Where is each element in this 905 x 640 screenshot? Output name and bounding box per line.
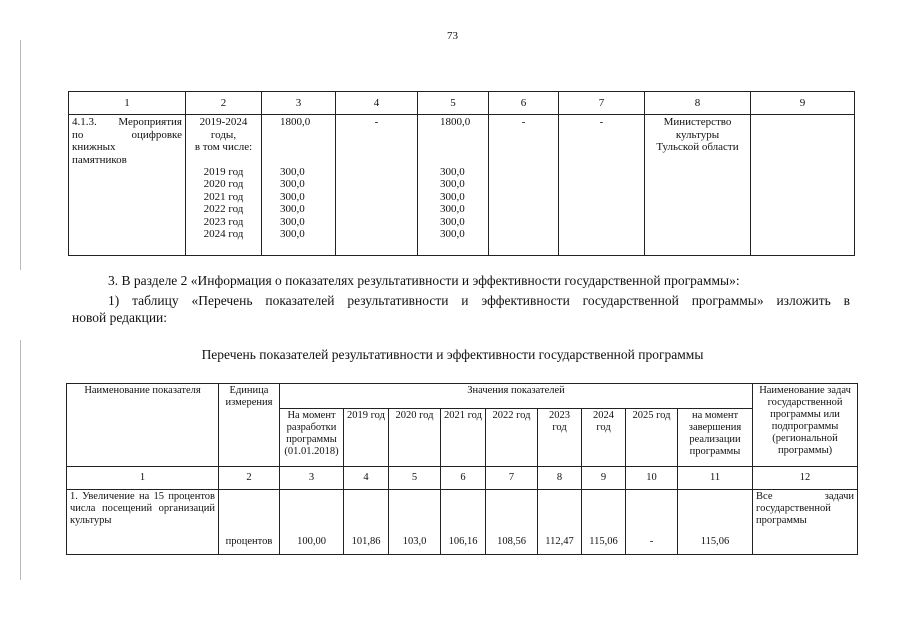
table-header-row <box>67 384 858 409</box>
header-unit: Единица измерения <box>219 384 280 467</box>
year-label: 2021 год <box>203 190 244 203</box>
margin-mark <box>20 40 21 270</box>
subheader-year: 2023 год <box>538 409 582 467</box>
column-number: 3 <box>280 467 344 490</box>
funding-value: 300,0 <box>440 178 465 190</box>
subheader-year: 2021 год <box>441 409 486 467</box>
funding-value: 300,0 <box>440 190 465 203</box>
funding-total: 1800,0 <box>280 116 311 128</box>
column-number: 4 <box>344 467 389 490</box>
column-number: 10 <box>626 467 678 490</box>
table-row <box>67 490 858 555</box>
paragraph-line: 1) таблицу «Перечень показателей результативности и эффективности государственной программы» изложить в <box>108 293 850 308</box>
activity-name-line: 4.1.3. Мероприятия <box>72 116 182 128</box>
subheader-completion: на момент завершения реализации программы <box>678 409 753 467</box>
table-title: Перечень показателей результативности и эффективности государственной программы <box>201 347 704 362</box>
column-number: 2 <box>219 467 280 490</box>
executor-line: Тульской области <box>656 141 739 153</box>
year-label: 2023 год <box>203 215 244 228</box>
column-number-row <box>67 467 858 490</box>
year-label: 2020 год <box>203 178 244 190</box>
subheader-baseline: На момент разработки программы (01.01.2018) <box>280 409 344 467</box>
col6-cell: - <box>489 115 559 256</box>
funding-value: 300,0 <box>280 215 305 228</box>
value-cell: - <box>626 490 678 555</box>
subheader-year: 2019 год <box>344 409 389 467</box>
column-number: 8 <box>538 467 582 490</box>
column-number: 2 <box>186 92 262 115</box>
column-number: 8 <box>645 92 751 115</box>
funding-value: 300,0 <box>280 190 305 203</box>
column-number: 5 <box>389 467 441 490</box>
value-cell: 108,56 <box>486 490 538 555</box>
page-number: 73 <box>447 30 458 42</box>
column-number: 11 <box>678 467 753 490</box>
column-number: 9 <box>582 467 626 490</box>
year-label: 2019 год <box>203 165 244 178</box>
activity-name-line: по оцифровке <box>72 128 182 141</box>
header-values: Значения показателей <box>280 384 753 409</box>
value-cell: 103,0 <box>389 490 441 555</box>
activity-name-line: памятников <box>72 153 127 166</box>
col4-cell: - <box>336 115 418 256</box>
funding-value: 300,0 <box>440 165 465 178</box>
table-header-row <box>69 92 855 115</box>
unit-cell: процентов <box>219 490 280 555</box>
executor-cell <box>645 115 751 256</box>
col9-cell <box>751 115 855 256</box>
funding-value: 300,0 <box>440 215 465 228</box>
subheader-year: 2022 год <box>486 409 538 467</box>
column-number: 6 <box>441 467 486 490</box>
funding-total: 1800,0 <box>440 116 471 128</box>
year-label: 2024 год <box>203 228 244 240</box>
col5-funding-cell <box>418 115 489 256</box>
paragraph-section-2: 3. В разделе 2 «Информация о показателях результативности и эффективности государственной программы»: <box>108 273 740 288</box>
margin-mark <box>20 340 21 580</box>
total-funding-cell <box>262 115 336 256</box>
activity-name-line: книжных <box>72 141 116 153</box>
value-cell: 115,06 <box>582 490 626 555</box>
value-cell: 101,86 <box>344 490 389 555</box>
activities-table <box>68 91 855 256</box>
paragraph-table-replace <box>72 292 850 326</box>
indicators-table <box>66 383 858 555</box>
column-number: 12 <box>753 467 858 490</box>
period-line: в том числе: <box>194 141 253 153</box>
column-number: 9 <box>751 92 855 115</box>
funding-value: 300,0 <box>280 203 305 215</box>
subheader-year: 2025 год <box>626 409 678 467</box>
column-number: 4 <box>336 92 418 115</box>
col7-cell: - <box>559 115 645 256</box>
indicator-name-cell: 1. Увеличение на 15 процентов числа посещений организаций культуры <box>67 490 219 555</box>
column-number: 7 <box>559 92 645 115</box>
tasks-cell: Все задачи государственной программы <box>753 490 858 555</box>
executor-line: Министерство <box>663 116 732 128</box>
period-cell <box>186 115 262 256</box>
funding-value: 300,0 <box>440 203 465 215</box>
period-line: 2019-2024 <box>199 116 248 128</box>
column-number: 1 <box>67 467 219 490</box>
header-tasks: Наименование задач государственной программы или подпрограммы (региональной программы) <box>753 384 858 467</box>
paragraph-line: новой редакции: <box>72 310 168 325</box>
column-number: 5 <box>418 92 489 115</box>
funding-value: 300,0 <box>440 228 465 240</box>
column-number: 3 <box>262 92 336 115</box>
year-label: 2022 год <box>203 203 244 215</box>
value-cell: 106,16 <box>441 490 486 555</box>
value-cell: 112,47 <box>538 490 582 555</box>
column-number: 7 <box>486 467 538 490</box>
column-number: 6 <box>489 92 559 115</box>
subheader-year: 2020 год <box>389 409 441 467</box>
value-cell: 115,06 <box>678 490 753 555</box>
column-number: 1 <box>69 92 186 115</box>
period-line: годы, <box>210 128 237 141</box>
funding-value: 300,0 <box>280 178 305 190</box>
header-indicator-name: Наименование показателя <box>67 384 219 467</box>
funding-value: 300,0 <box>280 228 305 240</box>
executor-line: культуры <box>675 128 720 141</box>
value-cell: 100,00 <box>280 490 344 555</box>
subheader-year: 2024 год <box>582 409 626 467</box>
funding-value: 300,0 <box>280 165 305 178</box>
table-row <box>69 115 855 256</box>
activity-name-cell <box>69 115 186 256</box>
